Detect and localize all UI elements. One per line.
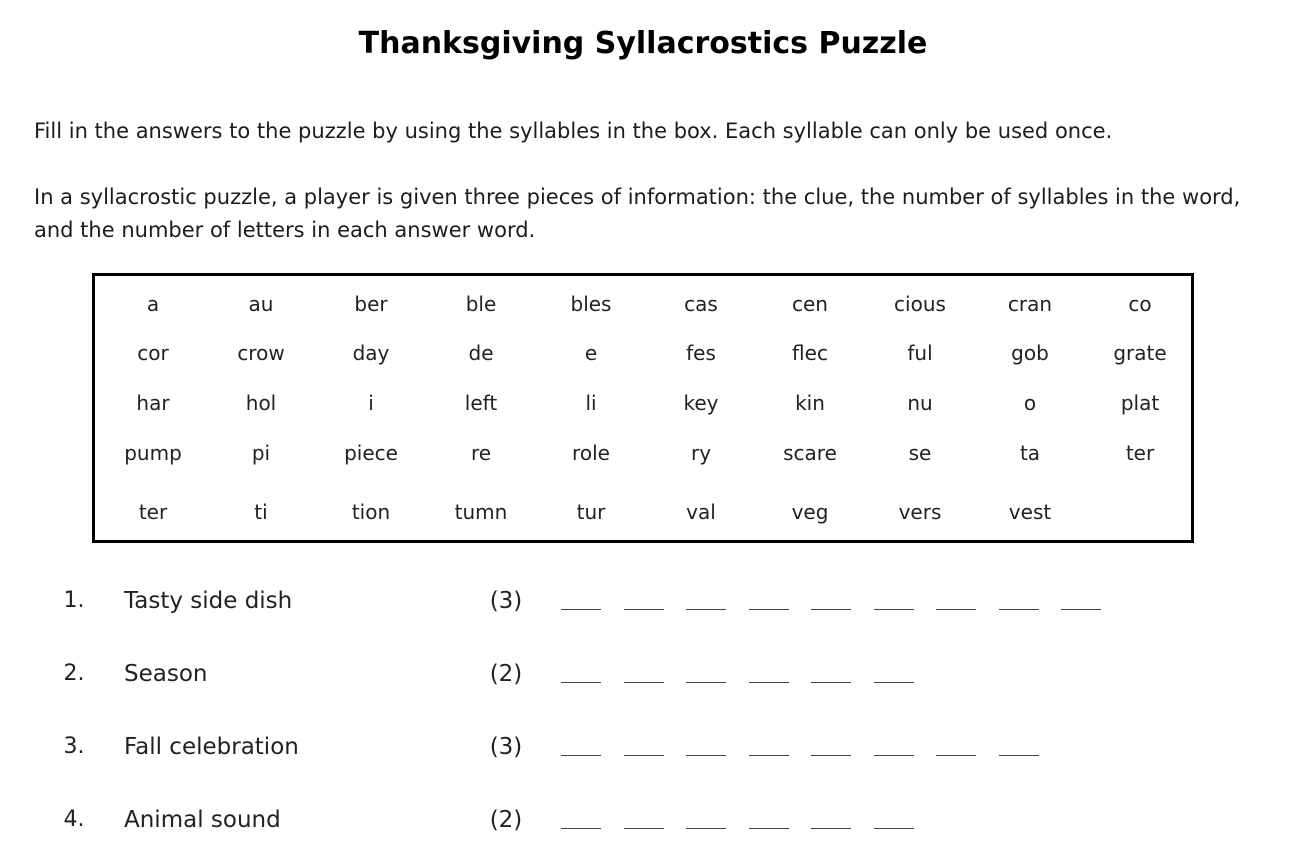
syllable-cell: tumn [454,500,508,524]
syllable-cell: piece [344,441,398,465]
letter-blank[interactable] [561,828,601,829]
syllable-cell: pump [124,441,182,465]
syllable-cell: val [686,500,716,524]
syllable-cell: cen [792,292,828,316]
letter-blank[interactable] [1061,609,1101,610]
syllable-cell: ti [254,500,268,524]
letter-blank[interactable] [624,828,664,829]
syllable-cell: co [1128,292,1152,316]
letter-blank[interactable] [749,755,789,756]
letter-blank[interactable] [999,609,1039,610]
clue-row [0,727,1302,767]
letter-blank[interactable] [811,609,851,610]
letter-blank[interactable] [936,609,976,610]
letter-blank[interactable] [686,609,726,610]
syllable-cell: pi [251,441,271,465]
syllable-cell: plat [1120,391,1160,415]
syllable-cell: vers [898,500,942,524]
letter-blank[interactable] [624,755,664,756]
syllable-cell: left [464,391,498,415]
syllable-cell: cor [137,341,169,365]
syllable-cell: i [368,391,374,415]
clue-syllable-count: (2) [489,807,523,833]
letter-blank[interactable] [561,755,601,756]
clue-text: Animal sound [124,807,281,833]
syllable-cell: kin [795,391,825,415]
syllable-cell: grate [1113,341,1167,365]
syllable-cell: role [572,441,610,465]
syllable-cell: bles [570,292,612,316]
syllable-cell: re [470,441,492,465]
letter-blank[interactable] [686,755,726,756]
clue-syllable-count: (3) [489,734,523,760]
letter-blank[interactable] [749,828,789,829]
syllable-row [95,497,1191,527]
syllable-box [92,273,1194,543]
syllable-cell: ry [690,441,712,465]
letter-blank[interactable] [874,609,914,610]
syllable-cell: fes [686,341,716,365]
letter-blank[interactable] [686,828,726,829]
syllable-cell: de [468,341,494,365]
clue-text: Fall celebration [124,734,299,760]
syllable-cell: e [584,341,598,365]
instructions-paragraph-1: Fill in the answers to the puzzle by using the syllables in the box. Each syllable can only be used once. [34,119,1113,143]
syllable-cell: flec [792,341,828,365]
syllable-cell: li [585,391,597,415]
letter-blank[interactable] [561,609,601,610]
syllable-cell: har [136,391,170,415]
syllable-row [95,289,1191,319]
syllable-cell: vest [1008,500,1052,524]
clue-text: Tasty side dish [124,588,293,614]
syllable-cell: gob [1011,341,1049,365]
letter-blank[interactable] [749,682,789,683]
letter-blank[interactable] [811,755,851,756]
syllable-cell: ful [907,341,933,365]
letter-blank[interactable] [624,682,664,683]
syllable-cell: ble [465,292,497,316]
letter-blank[interactable] [999,755,1039,756]
syllable-cell: au [248,292,274,316]
syllable-cell: day [352,341,390,365]
clue-syllable-count: (3) [489,588,523,614]
letter-blank[interactable] [686,682,726,683]
letter-blank[interactable] [874,755,914,756]
clue-row [0,581,1302,621]
syllable-cell: ter [1125,441,1155,465]
syllable-row [95,338,1191,368]
syllable-cell: a [146,292,160,316]
syllable-cell: se [908,441,932,465]
clue-number: 1. [63,588,85,613]
syllable-cell: o [1023,391,1037,415]
letter-blank[interactable] [624,609,664,610]
syllable-cell: key [683,391,719,415]
syllable-cell: cran [1007,292,1053,316]
letter-blank[interactable] [749,609,789,610]
instructions-paragraph-2: In a syllacrostic puzzle, a player is given three pieces of information: the clue, the number of syllables in the word, and the number of letters in each answer word. [34,185,1241,242]
syllable-cell: cas [684,292,718,316]
clue-text: Season [124,661,208,687]
syllable-cell: scare [783,441,837,465]
syllable-cell: tur [576,500,606,524]
syllable-row [95,438,1191,468]
clue-number: 3. [63,734,85,759]
clue-number: 2. [63,661,85,686]
syllable-cell: tion [351,500,391,524]
syllable-row [95,388,1191,418]
syllable-cell: nu [907,391,933,415]
syllable-cell: veg [791,500,829,524]
letter-blank[interactable] [811,828,851,829]
clue-row [0,800,1302,840]
letter-blank[interactable] [874,682,914,683]
letter-blank[interactable] [811,682,851,683]
clue-syllable-count: (2) [489,661,523,687]
syllable-cell: ber [354,292,388,316]
syllable-cell: ter [138,500,168,524]
page-title: Thanksgiving Syllacrostics Puzzle [358,26,928,61]
letter-blank[interactable] [936,755,976,756]
letter-blank[interactable] [874,828,914,829]
syllable-cell: hol [245,391,277,415]
syllable-cell: ta [1019,441,1041,465]
syllable-cell: cious [894,292,946,316]
letter-blank[interactable] [561,682,601,683]
clue-row [0,654,1302,694]
clue-number: 4. [63,807,85,832]
syllable-cell: crow [237,341,285,365]
